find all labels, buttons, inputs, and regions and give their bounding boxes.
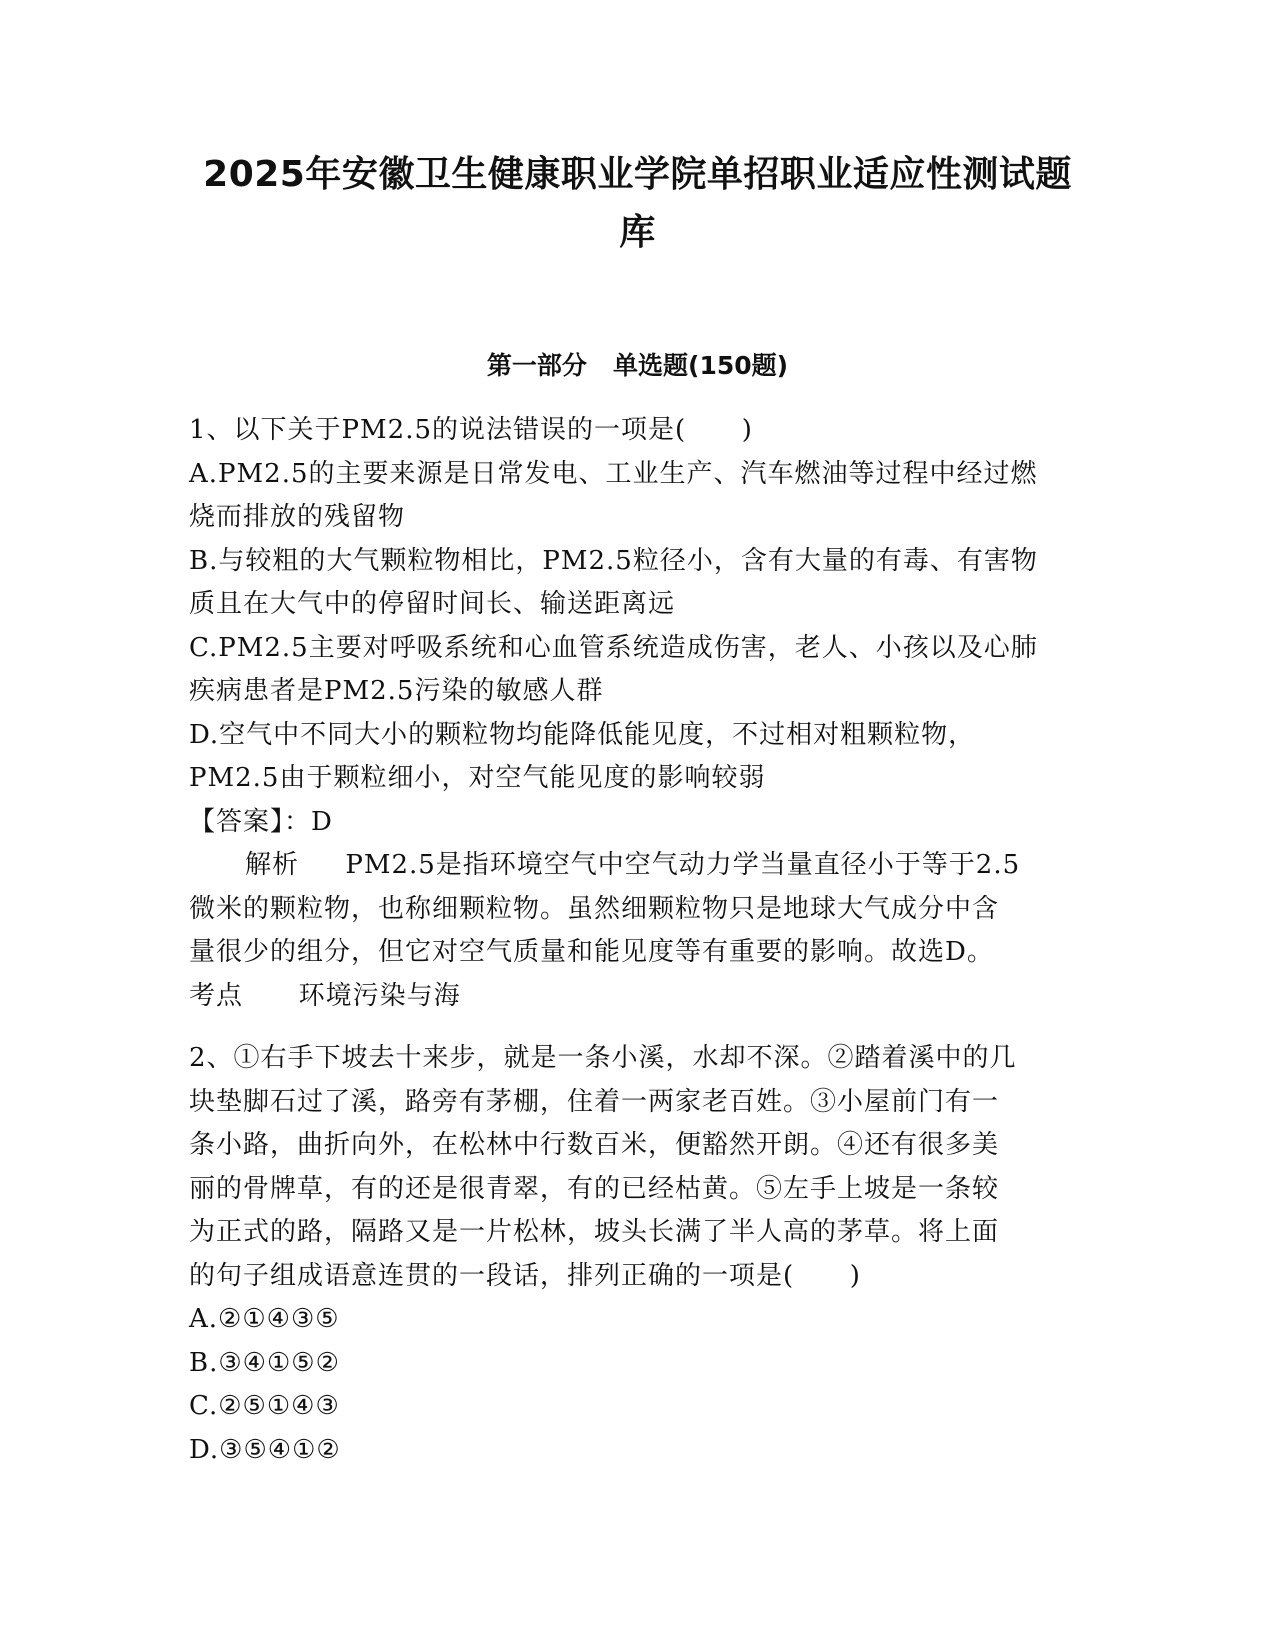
question-1 — [189, 409, 1089, 1018]
question-2 — [189, 1037, 1089, 1472]
question-2-option-b: B.③④①⑤② — [189, 1347, 340, 1378]
question-1-answer: 【答案】：D — [189, 806, 333, 837]
question-2-stem-line-3: 条小路，曲折向外，在松林中行数百米，便豁然开朗。④还有很多美 — [189, 1130, 1000, 1160]
question-1-option-d: D.空气中不同大小的颗粒物均能降低能见度，不过相对粗颗粒物， — [189, 719, 976, 750]
question-1-stem: 1、以下关于PM2.5的说法错误的一项是( ) — [189, 415, 753, 445]
question-1-option-a: A.PM2.5的主要来源是日常发电、工业生产、汽车燃油等过程中经过燃 — [189, 458, 1038, 489]
title-line-2: 库 — [619, 212, 656, 253]
question-1-option-b-cont: 质且在大气中的停留时间长、输送距离远 — [189, 589, 676, 619]
title-line-1: 2025年安徽卫生健康职业学院单招职业适应性测试题 — [203, 154, 1072, 195]
question-1-option-c-cont: 疾病患者是PM2.5污染的敏感人群 — [189, 676, 604, 706]
question-2-option-a: A.②①④③⑤ — [189, 1304, 340, 1334]
question-1-option-d-cont: PM2.5由于颗粒细小，对空气能见度的影响较弱 — [189, 763, 766, 793]
question-1-option-c: C.PM2.5主要对呼吸系统和心血管系统造成伤害，老人、小孩以及心肺 — [189, 632, 1038, 663]
question-1-option-a-cont: 烧而排放的残留物 — [189, 502, 406, 532]
question-2-stem-line-2: 块垫脚石过了溪，路旁有茅棚，住着一两家老百姓。③小屋前门有一 — [189, 1086, 1000, 1117]
question-2-stem-line-1: 2、①右手下坡去十来步，就是一条小溪，水却不深。②踏着溪中的几 — [189, 1043, 1017, 1073]
question-2-stem-line-6: 的句子组成语意连贯的一段话，排列正确的一项是( ) — [189, 1260, 861, 1291]
document-title — [150, 146, 1125, 262]
question-2-stem-line-4: 丽的骨牌草，有的还是很青翠，有的已经枯黄。⑤左手上坡是一条较 — [189, 1173, 1000, 1204]
question-1-analysis-line-2: 微米的颗粒物，也称细颗粒物。虽然细颗粒物只是地球大气成分中含 — [189, 893, 1000, 924]
question-1-analysis-line-4: 考点 环境污染与海 — [189, 980, 461, 1011]
section-heading: 第一部分 单选题(150题) — [486, 351, 789, 380]
question-1-analysis-line-3: 量很少的组分，但它对空气质量和能见度等有重要的影响。故选D。 — [189, 937, 994, 967]
question-1-analysis-line-1: 解析 PM2.5是指环境空气中空气动力学当量直径小于等于2.5 — [245, 850, 1021, 880]
question-2-option-d: D.③⑤④①② — [189, 1434, 341, 1465]
question-1-option-b: B.与较粗的大气颗粒物相比，PM2.5粒径小，含有大量的有毒、有害物 — [189, 545, 1038, 576]
question-2-option-c: C.②⑤①④③ — [189, 1391, 340, 1421]
question-2-stem-line-5: 为正式的路，隔路又是一片松林，坡头长满了半人高的茅草。将上面 — [189, 1217, 1000, 1247]
